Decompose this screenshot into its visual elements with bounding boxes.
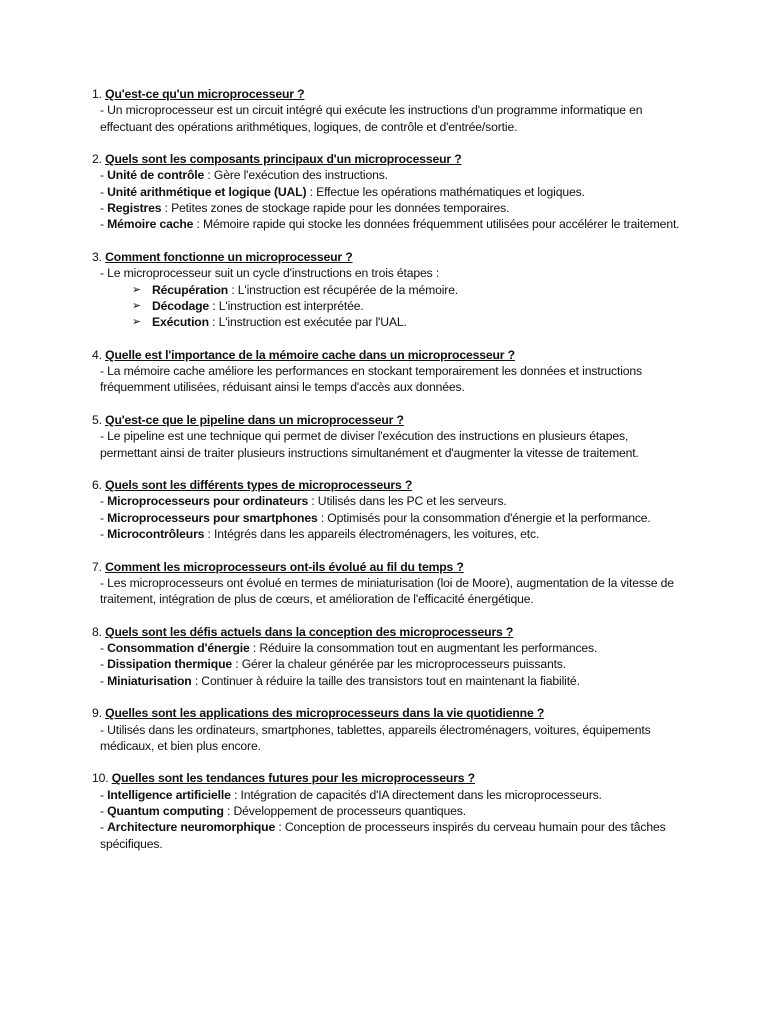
item-desc: : Intégration de capacités d'IA directement dans les microprocesseurs. <box>230 787 602 802</box>
list-item: - Microcontrôleurs : Intégrés dans les appareils électroménagers, les voitures, etc. <box>100 527 540 542</box>
question-9 <box>92 705 682 754</box>
item-desc: : Gère l'exécution des instructions. <box>204 168 388 183</box>
question-heading: 1. Qu'est-ce qu'un microprocesseur ? <box>92 87 305 101</box>
item-term: Exécution <box>152 315 209 330</box>
item-term: Microcontrôleurs <box>107 527 205 542</box>
question-title: Comment fonctionne un microprocesseur ? <box>105 249 353 264</box>
question-heading: 7. Comment les microprocesseurs ont-ils évolué au fil du temps ? <box>92 559 464 574</box>
question-heading: 3. Comment fonctionne un microprocesseur ? <box>92 249 353 264</box>
item-term: Décodage <box>152 298 210 313</box>
answer-text: - Utilisés dans les ordinateurs, smartphones, tablettes, appareils électroménagers, voitures, équipements médicaux, et bien plus encore. <box>100 722 651 753</box>
answer-text: - Le pipeline est une technique qui permet de diviser l'exécution des instructions en plusieurs étapes, permettant ainsi de traiter plusieurs instructions simultanément et d'augmenter la vitesse de traitement. <box>100 429 639 460</box>
list-item: - Quantum computing : Développement de processeurs quantiques. <box>100 804 466 819</box>
question-title: Quels sont les différents types de microprocesseurs ? <box>105 478 413 493</box>
item-term: Mémoire cache <box>107 217 194 232</box>
question-7 <box>92 559 682 608</box>
document-page <box>92 86 682 868</box>
item-term: Registres <box>107 201 162 216</box>
item-term: Quantum computing <box>107 804 224 819</box>
item-desc: : Gérer la chaleur générée par les microprocesseurs puissants. <box>232 657 566 672</box>
list-item: - Unité arithmétique et logique (UAL) : Effectue les opérations mathématiques et logiques. <box>100 184 585 199</box>
list-item: - Microprocesseurs pour smartphones : Optimisés pour la consommation d'énergie et la performance. <box>100 510 651 525</box>
answer-text: - Le microprocesseur suit un cycle d'instructions en trois étapes : <box>100 266 440 281</box>
item-desc: : Continuer à réduire la taille des transistors tout en maintenant la fiabilité. <box>191 673 580 688</box>
item-term: Microprocesseurs pour smartphones <box>107 510 318 525</box>
question-heading: 8. Quels sont les défis actuels dans la conception des microprocesseurs ? <box>92 624 514 639</box>
list-item: - Unité de contrôle : Gère l'exécution des instructions. <box>100 168 388 183</box>
question-3 <box>92 249 682 330</box>
arrow-bullet-icon: ➢ <box>132 316 142 329</box>
item-term: Récupération <box>152 282 229 297</box>
item-desc: : Effectue les opérations mathématiques et logiques. <box>306 184 585 199</box>
list-item: - Miniaturisation : Continuer à réduire la taille des transistors tout en maintenant la fiabilité. <box>100 673 580 688</box>
question-heading: 4. Quelle est l'importance de la mémoire cache dans un microprocesseur ? <box>92 347 515 362</box>
list-item: - Registres : Petites zones de stockage rapide pour les données temporaires. <box>100 201 510 216</box>
item-term: Consommation d'énergie <box>107 641 250 656</box>
question-title: Quelles sont les tendances futures pour les microprocesseurs ? <box>111 771 475 786</box>
question-title: Quels sont les composants principaux d'un microprocesseur ? <box>105 152 462 167</box>
question-heading: 10. Quelles sont les tendances futures pour les microprocesseurs ? <box>92 771 475 786</box>
item-term: Microprocesseurs pour ordinateurs <box>107 494 309 509</box>
list-item: - Dissipation thermique : Gérer la chaleur générée par les microprocesseurs puissants. <box>100 657 566 672</box>
item-desc: : L'instruction est interprétée. <box>209 298 364 313</box>
question-title: Comment les microprocesseurs ont-ils évolué au fil du temps ? <box>105 559 464 574</box>
item-desc: : Développement de processeurs quantiques. <box>223 804 466 819</box>
step-item <box>92 282 682 298</box>
list-item: - Consommation d'énergie : Réduire la consommation tout en augmentant les performances. <box>100 641 598 656</box>
question-1 <box>92 86 682 135</box>
item-desc: : Petites zones de stockage rapide pour les données temporaires. <box>161 201 510 216</box>
item-term: Intelligence artificielle <box>107 787 231 802</box>
answer-text: - Un microprocesseur est un circuit intégré qui exécute les instructions d'un programme informatique en effectuant des opérations arithmétiques, logiques, de contrôle et d'entrée/sortie. <box>100 103 643 134</box>
list-item: - Mémoire cache : Mémoire rapide qui stocke les données fréquemment utilisées pour accélérer le traitement. <box>100 217 680 232</box>
question-5 <box>92 412 682 461</box>
list-item: - Microprocesseurs pour ordinateurs : Utilisés dans les PC et les serveurs. <box>100 494 507 509</box>
item-term: Miniaturisation <box>107 673 192 688</box>
item-term: Architecture neuromorphique <box>107 820 276 835</box>
question-heading: 6. Quels sont les différents types de microprocesseurs ? <box>92 478 413 493</box>
item-desc: : Intégrés dans les appareils électroménagers, les voitures, etc. <box>204 527 540 542</box>
list-item: - Architecture neuromorphique : Conception de processeurs inspirés du cerveau humain pour des tâches spécifiques. <box>100 820 666 851</box>
question-title: Quelle est l'importance de la mémoire cache dans un microprocesseur ? <box>105 347 515 362</box>
item-desc: : Conception de processeurs inspirés du cerveau humain pour des tâches spécifiques. <box>100 820 666 851</box>
question-title: Quelles sont les applications des microprocesseurs dans la vie quotidienne ? <box>105 706 545 721</box>
question-8 <box>92 624 682 689</box>
item-term: Unité arithmétique et logique (UAL) <box>107 184 307 199</box>
item-desc: : Utilisés dans les PC et les serveurs. <box>308 494 507 509</box>
item-desc: : Optimisés pour la consommation d'énergie et la performance. <box>317 510 651 525</box>
item-desc: : L'instruction est récupérée de la mémoire. <box>228 282 459 297</box>
item-desc: : L'instruction est exécutée par l'UAL. <box>208 315 407 330</box>
item-term: Unité de contrôle <box>107 168 205 183</box>
question-heading: 9. Quelles sont les applications des microprocesseurs dans la vie quotidienne ? <box>92 706 545 721</box>
question-title: Qu'est-ce qu'un microprocesseur ? <box>105 87 305 101</box>
item-desc: : Mémoire rapide qui stocke les données fréquemment utilisées pour accélérer le traitement. <box>193 217 680 232</box>
question-10 <box>92 770 682 851</box>
arrow-bullet-icon: ➢ <box>132 283 142 296</box>
step-item <box>92 314 682 330</box>
answer-text: - La mémoire cache améliore les performances en stockant temporairement les données et instructions fréquemment utilisées, réduisant ainsi le temps d'accès aux données. <box>100 364 642 395</box>
question-heading: 5. Qu'est-ce que le pipeline dans un microprocesseur ? <box>92 412 404 427</box>
step-item <box>92 298 682 314</box>
question-title: Qu'est-ce que le pipeline dans un microprocesseur ? <box>105 412 404 427</box>
question-6 <box>92 477 682 542</box>
answer-text: - Les microprocesseurs ont évolué en termes de miniaturisation (loi de Moore), augmentation de la vitesse de traitement, intégration de plus de cœurs, et amélioration de l'efficacité énergétique. <box>100 575 674 607</box>
item-term: Dissipation thermique <box>107 657 232 672</box>
list-item: - Intelligence artificielle : Intégration de capacités d'IA directement dans les microprocesseurs. <box>100 787 602 802</box>
arrow-bullet-icon: ➢ <box>132 299 142 312</box>
question-heading: 2. Quels sont les composants principaux d'un microprocesseur ? <box>92 152 462 167</box>
question-2 <box>92 151 682 232</box>
question-title: Quels sont les défis actuels dans la conception des microprocesseurs ? <box>105 624 514 639</box>
question-4 <box>92 347 682 396</box>
item-desc: : Réduire la consommation tout en augmentant les performances. <box>249 641 598 656</box>
